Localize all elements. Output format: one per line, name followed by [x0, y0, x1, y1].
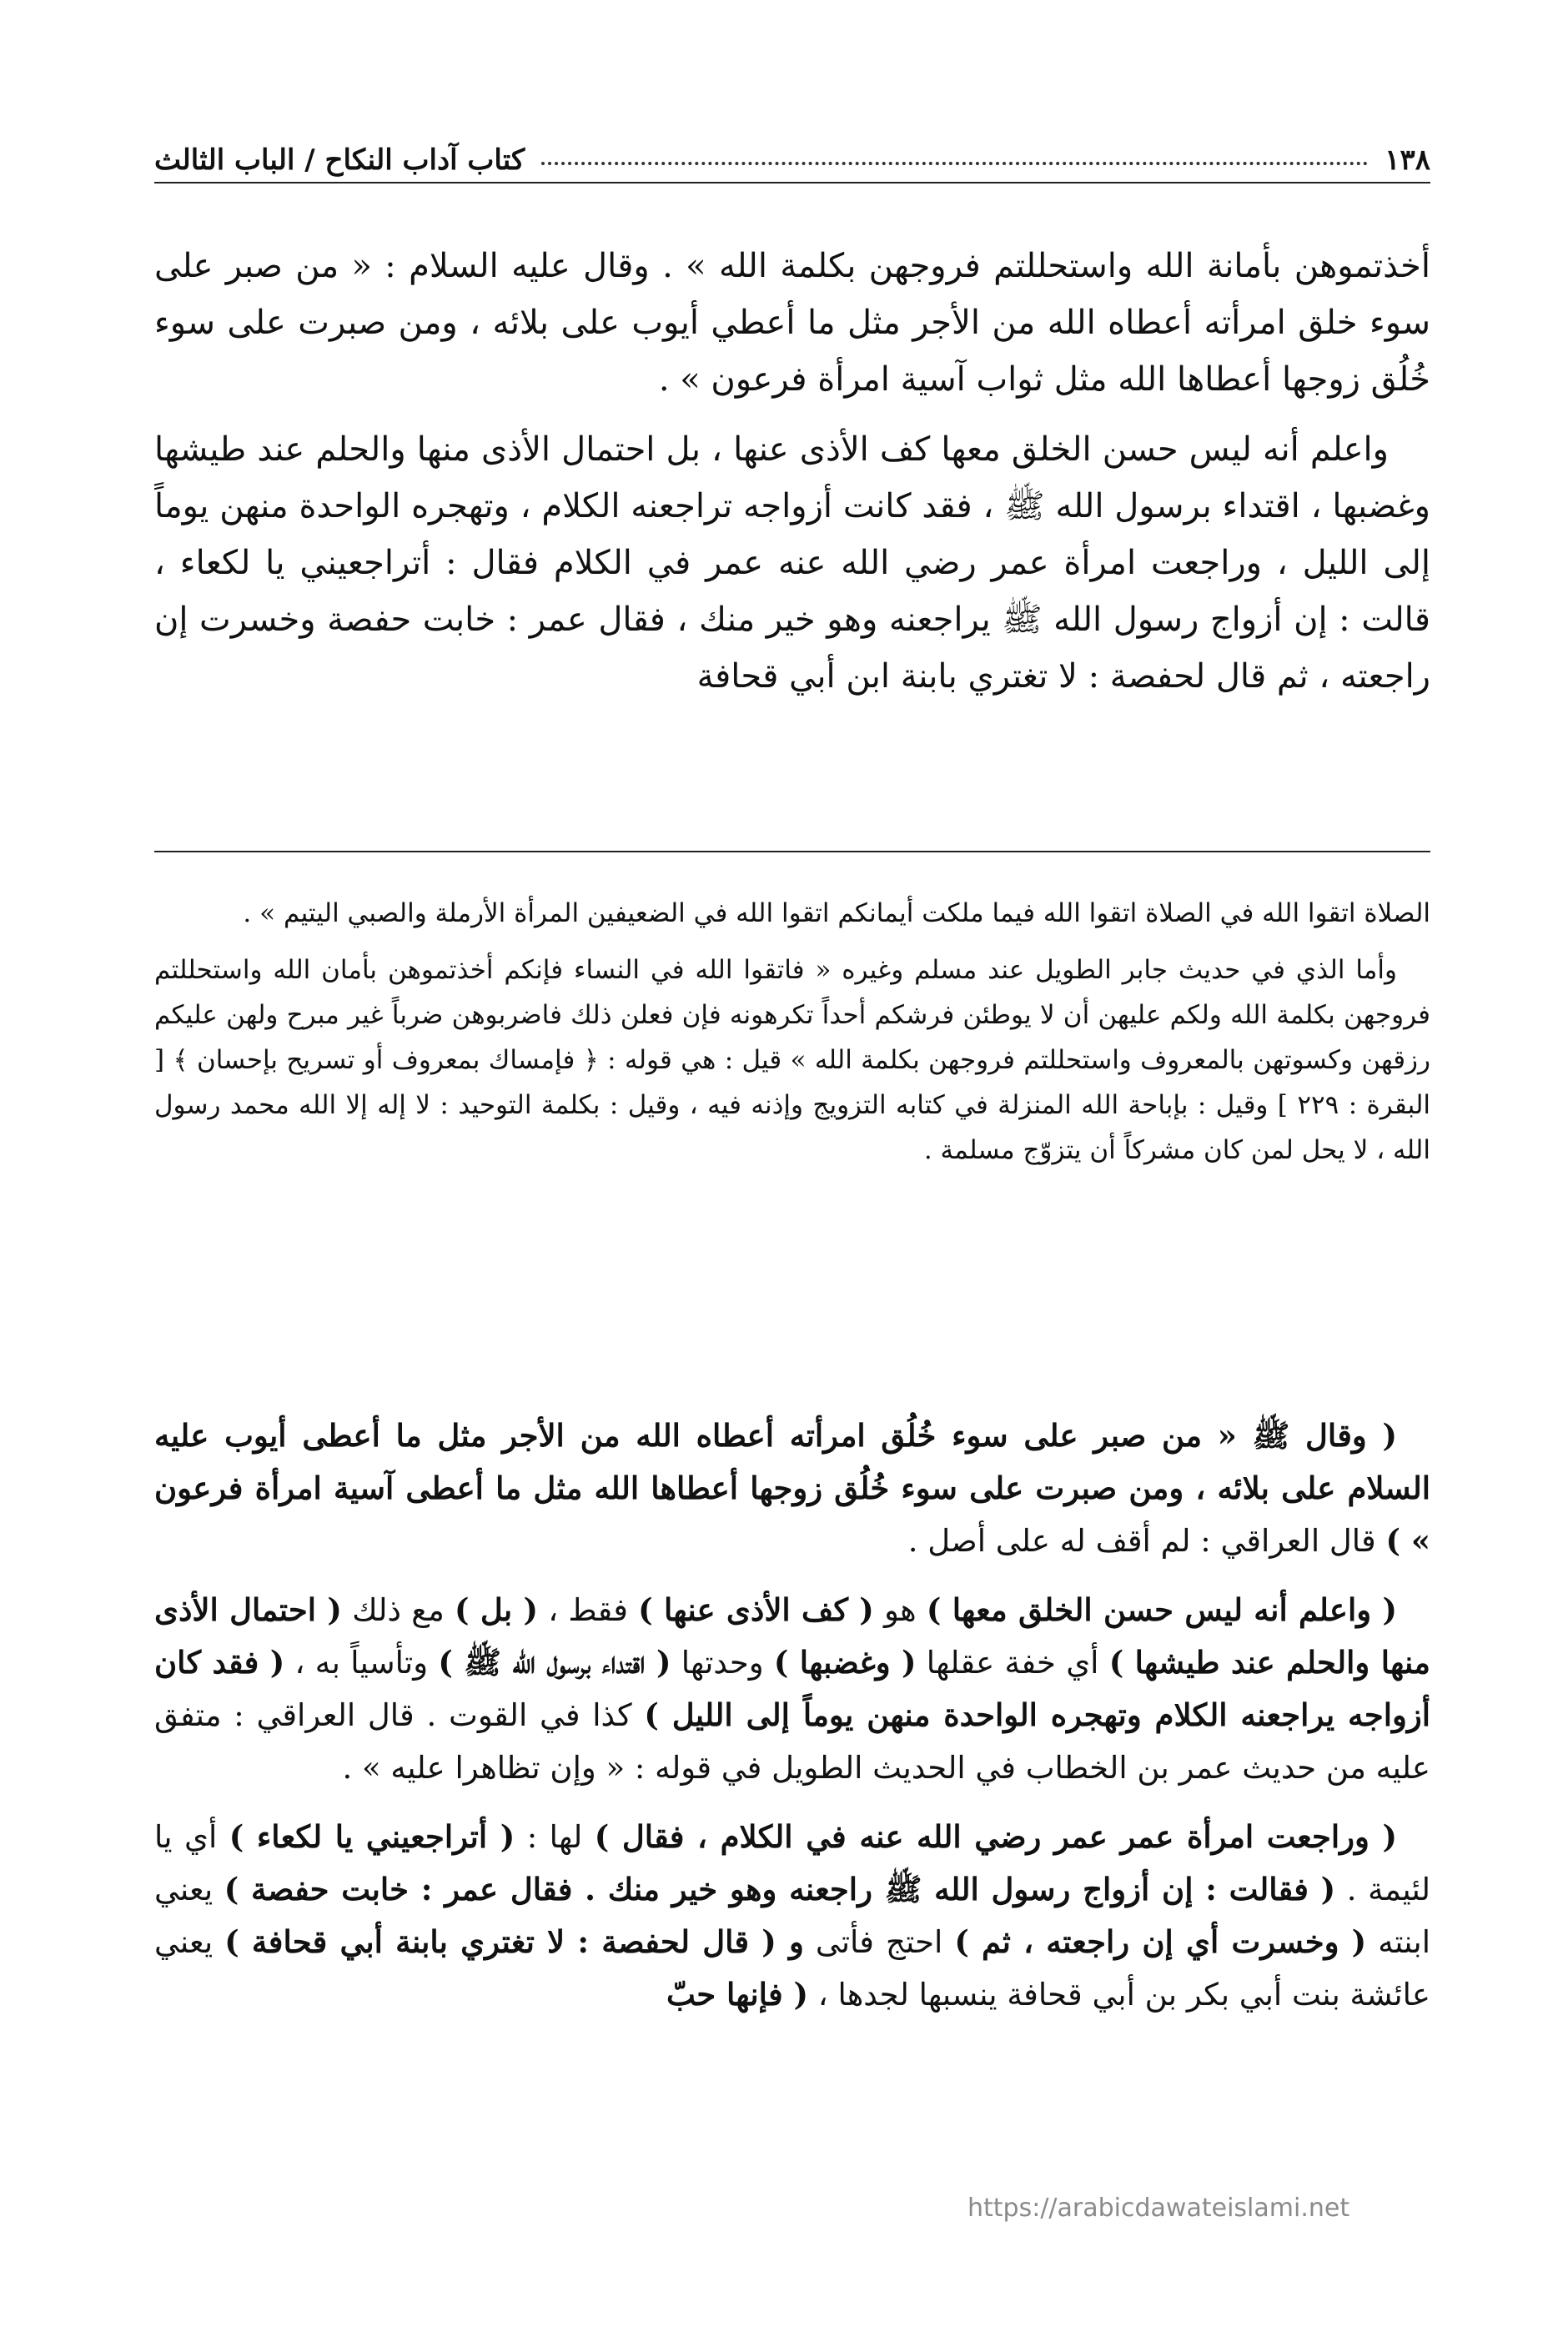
commentary-text: لها : — [515, 1819, 595, 1855]
commentary-text: وتأسياً به ، — [284, 1645, 439, 1681]
quoted-matn: ( وغضبها ) — [773, 1644, 917, 1681]
quoted-matn: ( بل ) — [454, 1591, 538, 1628]
main-paragraph: أخذتموهن بأمانة الله واستحللتم فروجهن بكلمة الله » . وقال عليه السلام : « من صبر على سوء خلق امرأته أعطاه الله من الأجر مثل ما أعطي أيوب على بلائه ، ومن صبرت على سوء خُلُق زوجها أعطاها الله مثل ثواب آسية امرأة فرعون » . — [154, 247, 1430, 399]
quoted-matn: ( أتراجعيني يا لكعاء ) — [229, 1818, 515, 1855]
main-text — [154, 238, 1430, 705]
commentary-text: هو — [873, 1592, 927, 1628]
running-title: كتاب آداب النكاح / الباب الثالث — [154, 143, 525, 177]
page-header — [154, 133, 1430, 183]
footnote-paragraph: وأما الذي في حديث جابر الطويل عند مسلم وغيره « فاتقوا الله في النساء فإنكم أخذتموهن بأمان الله واستحللتم فروجهن بكلمة الله ولكم عليهن أن لا يوطئن فرشكم أحداً تكرهونه فإن فعلن ذلك فاضربوهن ضرباً غير مبرح ولهن عليكم رزقهن وكسوتهن بالمعروف واستحللتم فروجهن بكلمة الله » قيل : هي قوله : ﴿ فإمساك بمعروف أو تسريح بإحسان ﴾ [ البقرة : ٢٢٩ ] وقيل : بإباحة الله المنزلة في كتابه التزويج وإذنه فيه ، وقيل : بكلمة التوحيد : لا إله إلا الله محمد رسول الله ، لا يحل لمن كان مشركاً أن يتزوّج مسلمة . — [154, 955, 1431, 1165]
quoted-matn: ( واعلم أنه ليس حسن الخلق معها ) — [926, 1591, 1398, 1628]
commentary-text: قال العراقي : لم أقف له على أصل . — [907, 1523, 1386, 1559]
commentary-text: يعني عائشة بنت أبي بكر بن أبي قحافة ينسبها لجدها ، — [154, 1924, 1430, 2013]
commentary-text: وحدتها — [671, 1645, 774, 1681]
quoted-matn: ( احتمال الأذى منها والحلم عند طيشها ) — [154, 1591, 1431, 1681]
quoted-matn: ( فقالت : إن أزواج رسول الله ﷺ راجعنه وهو خير منك . فقال عمر : خابت حفصة ) — [224, 1871, 1336, 1907]
footnote-separator — [154, 851, 1430, 852]
page-number: ١٣٨ — [1385, 143, 1430, 177]
quoted-matn: ( اقتداء برسول الله ﷺ ) — [438, 1644, 671, 1681]
commentary-text: أي يا لئيمة . — [154, 1819, 1430, 1907]
source-watermark: https://arabicdawateislami.net — [967, 2194, 1350, 2223]
quoted-matn: ( وخسرت أي إن راجعته ، ثم ) — [954, 1923, 1367, 1960]
commentary-section — [154, 1410, 1430, 2021]
quoted-matn: ( وقال ﷺ « من صبر على سوء خُلُق امرأته أعطاه الله من الأجر مثل ما أعطى أيوب عليه السلام على بلائه ، ومن صبرت على سوء خُلُق زوجها أعطاها الله مثل ما أعطى آسية امرأة فرعون » ) — [154, 1417, 1430, 1559]
commentary-text: فقط ، — [538, 1592, 639, 1628]
quoted-matn: ( فقد كان أزواجه يراجعنه الكلام وتهجره الواحدة منهن يوماً إلى الليل ) — [154, 1644, 1430, 1733]
commentary-paragraph — [154, 1410, 1430, 1567]
quoted-matn: و ( قال لحفصة : لا تغتري بابنة أبي قحافة ) — [224, 1923, 804, 1960]
quoted-matn: ( فإنها حبّ — [666, 1976, 809, 2013]
commentary-text: أي خفة عقلها — [916, 1645, 1109, 1681]
footnote-section — [154, 891, 1430, 1173]
commentary-text: كذا في القوت . قال العراقي : متفق عليه من حديث عمر بن الخطاب في الحديث الطويل في قوله : « وإن تظاهرا عليه » . — [154, 1697, 1430, 1786]
commentary-text: احتج فأتى — [803, 1924, 955, 1960]
commentary-paragraph — [154, 1811, 1430, 2021]
footnote-paragraph: الصلاة اتقوا الله في الصلاة اتقوا الله فيما ملكت أيمانكم اتقوا الله في الضعيفين المرأة الأرملة والصبي اليتيم » . — [243, 898, 1430, 928]
header-dotted-leader — [541, 162, 1368, 165]
quoted-matn: ( كف الأذى عنها ) — [638, 1591, 874, 1628]
main-paragraph: واعلم أنه ليس حسن الخلق معها كف الأذى عنها ، بل احتمال الأذى منها والحلم عند طيشها وغضبها ، اقتداء برسول الله ﷺ ، فقد كانت أزواجه تراجعنه الكلام ، وتهجره الواحدة منهن يوماً إلى الليل ، وراجعت امرأة عمر رضي الله عنه عمر في الكلام فقال : أتراجعيني يا لكعاء ، قالت : إن أزواج رسول الله ﷺ يراجعنه وهو خير منك ، فقال عمر : خابت حفصة وخسرت إن راجعته ، ثم قال لحفصة : لا تغتري بابنة ابن أبي قحافة — [154, 430, 1430, 696]
quoted-matn: ( وراجعت امرأة عمر عمر رضي الله عنه في الكلام ، فقال ) — [594, 1818, 1397, 1855]
commentary-text: مع ذلك — [341, 1592, 455, 1628]
commentary-paragraph — [154, 1584, 1430, 1794]
commentary-text: يعني ابنته — [154, 1872, 1430, 1960]
